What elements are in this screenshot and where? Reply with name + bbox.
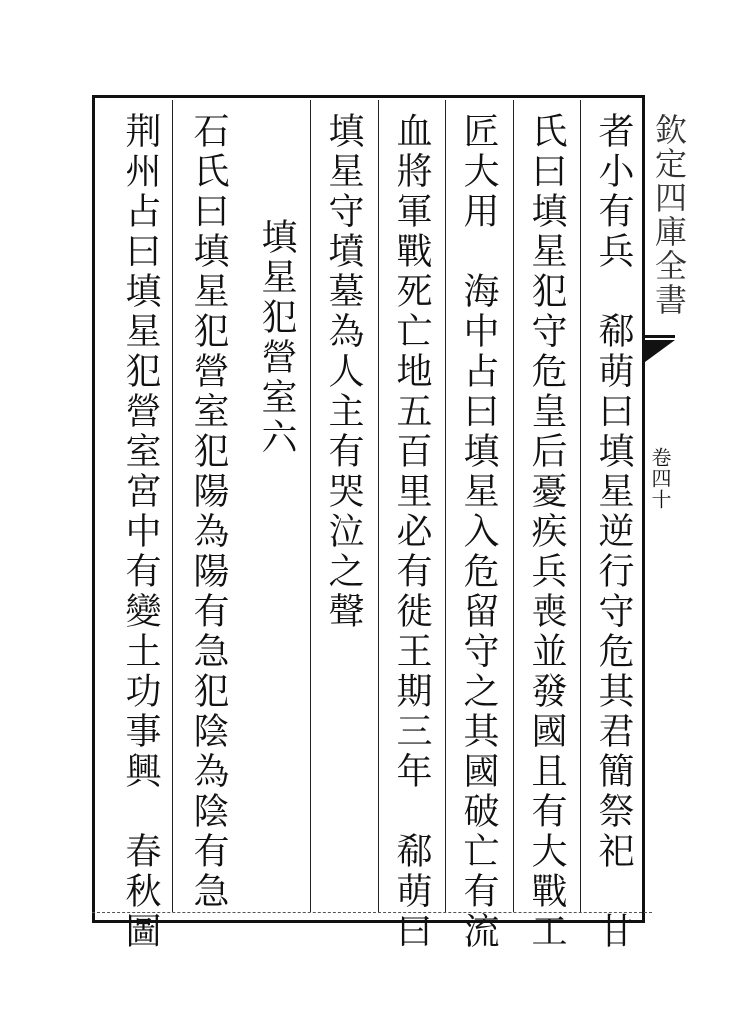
page-margin bbox=[645, 95, 755, 920]
text-column-1: 者小有兵 郗萌曰填星逆行守危其君簡祭祀 甘 bbox=[593, 112, 634, 952]
text-column-8: 荆州占曰填星犯營室宮中有變土功事興 春秋圖 bbox=[120, 112, 161, 952]
bottom-edge bbox=[92, 912, 652, 925]
text-column-3: 匠大用 海中占曰填星入危留守之其國破亡有流 bbox=[458, 112, 499, 952]
volume-number: 卷四十 bbox=[648, 447, 672, 510]
section-heading: 填星犯營室六 bbox=[256, 218, 297, 458]
collection-title: 欽定四庫全書 bbox=[650, 113, 688, 317]
text-column-5: 填星守墳墓為人主有哭泣之聲 bbox=[323, 112, 364, 632]
column-divider bbox=[310, 100, 311, 912]
column-divider bbox=[513, 100, 514, 912]
fishtail-mark bbox=[645, 340, 675, 362]
margin-rule bbox=[645, 335, 675, 338]
text-column-7: 石氏曰填星犯營室犯陽為陽有急犯陰為陰有急 bbox=[188, 112, 229, 912]
text-column-2: 氏曰填星犯守危皇后憂疾兵喪並發國且有大戰工 bbox=[526, 112, 567, 952]
text-column-4: 血將軍戰死亡地五百里必有徙王期三年 郗萌曰 bbox=[391, 112, 432, 952]
column-divider bbox=[378, 100, 379, 912]
column-divider bbox=[172, 100, 173, 912]
column-divider bbox=[580, 100, 581, 912]
column-divider bbox=[445, 100, 446, 912]
